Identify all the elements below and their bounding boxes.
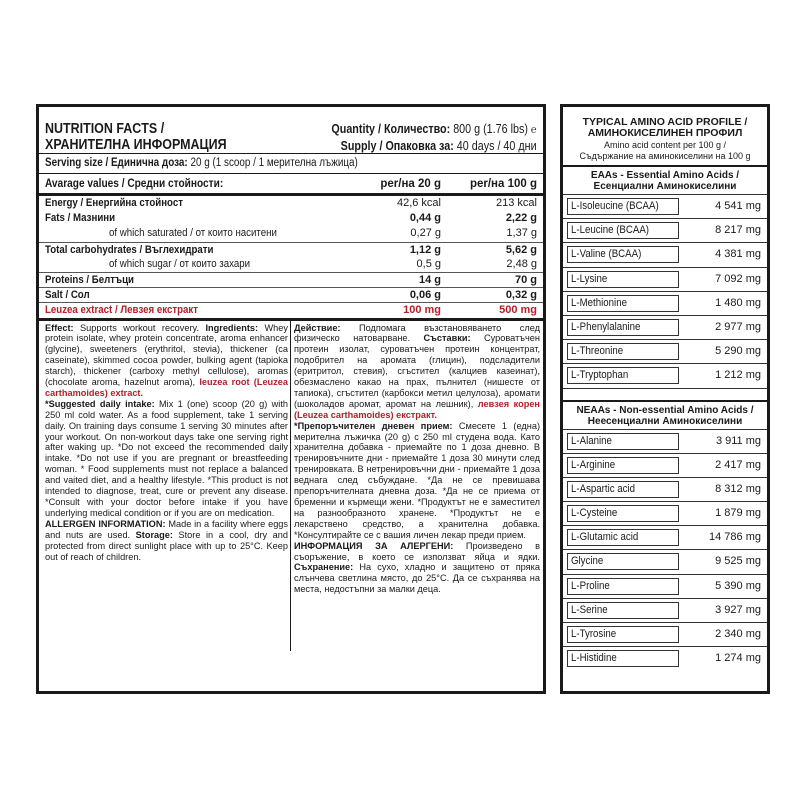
amino-acid-amount: 5 390 mg: [715, 579, 761, 592]
amino-acid-name: L-Proline: [571, 579, 610, 592]
amino-acid-amount: 1 212 mg: [715, 369, 761, 382]
row-value-100g: 2,22 g: [505, 212, 537, 225]
en-intake: [45, 399, 288, 519]
amino-acid-name-cell: [567, 650, 679, 667]
bg-intake: [294, 421, 540, 541]
amino-acid-row: [563, 477, 767, 501]
bg-ingredients-heading: Съставки:: [423, 333, 471, 344]
en-ingredients-leuzea: leuzea root (Leuzea carthamoides) extract.: [45, 377, 288, 398]
amino-acid-amount: 1 480 mg: [715, 296, 761, 309]
bg-effect-heading: Действие:: [294, 322, 341, 333]
amino-acid-name: L-Aspartic acid: [571, 482, 636, 495]
row-value-100g: 2,48 g: [506, 257, 537, 270]
amino-acid-name-cell: [567, 578, 679, 595]
amino-acid-name: Glycine: [571, 555, 604, 568]
table-row-proteins: [39, 272, 543, 287]
header-col1: per/на 20 g: [380, 178, 441, 190]
amino-acid-name: L-Glutamic acid: [571, 531, 639, 544]
amino-title-bg: АМИНОКИСЕЛИНЕН ПРОФИЛ: [587, 127, 743, 139]
amino-acid-name: L-Lysine: [571, 272, 608, 285]
bg-allergen: Произведено в съоръжение, в което се използват яйца и ядки.: [294, 540, 540, 562]
amino-acid-amount: 14 786 mg: [709, 531, 761, 544]
amino-acid-row: [563, 363, 767, 387]
row-label: Leuzea extract / Левзея екстракт: [45, 304, 198, 317]
amino-acid-name-cell: [567, 246, 679, 263]
amino-acid-amount: 8 217 mg: [715, 224, 761, 237]
en-effect: Supports workout recovery.: [73, 322, 206, 333]
amino-acid-row: [563, 218, 767, 242]
amino-acid-row: [563, 525, 767, 549]
amino-acid-amount: 2 340 mg: [715, 628, 761, 640]
amino-acid-row: [563, 622, 767, 646]
amino-acid-row: [563, 315, 767, 339]
amino-acid-name: L-Serine: [571, 603, 608, 616]
table-row-saturated: [39, 226, 543, 241]
row-value-20g: 0,44 g: [409, 212, 441, 225]
amino-acid-row: [563, 267, 767, 291]
row-label: of which sugar / от които захари: [109, 257, 251, 270]
en-ingredients-heading: Ingredients:: [205, 322, 259, 333]
amino-acid-amount: 7 092 mg: [715, 272, 761, 285]
amino-acid-amount: 4 381 mg: [715, 248, 761, 261]
nutrition-facts-panel: [36, 104, 546, 694]
amino-acid-name: L-Leucine (BCAA): [571, 224, 650, 237]
amino-acid-name: L-Phenylalanine: [571, 320, 641, 333]
table-row-energy: [39, 196, 543, 211]
bg-ingredients-leuzea: левзея корен (Leuzea carthamoides) екстракт.: [294, 398, 540, 420]
amino-acid-amount: 1 879 mg: [715, 507, 761, 520]
amino-acid-name-cell: [567, 602, 679, 619]
row-label: Energy / Енергийна стойност: [45, 197, 183, 209]
amino-acid-panel: [560, 104, 770, 694]
en-effect-ingredients: [45, 323, 288, 399]
amino-acid-row: [563, 339, 767, 363]
table-row-sugar: [39, 257, 543, 272]
amino-acid-amount: 2 417 mg: [715, 458, 761, 471]
row-label: Salt / Сол: [45, 289, 90, 302]
bg-intake-heading: *Препоръчителен дневен прием:: [294, 420, 453, 431]
amino-acid-name: L-Isoleucine (BCAA): [571, 200, 659, 212]
bg-allergen-heading: ИНФОРМАЦИЯ ЗА АЛЕРГЕНИ:: [294, 540, 454, 551]
row-value-20g: 1,12 g: [409, 243, 441, 256]
amino-acid-amount: 1 274 mg: [715, 652, 761, 665]
nutrition-header: [39, 107, 543, 153]
bg-intake-text: Смесете 1 (една) мерителна лъжичка (20 g) с 250 ml студена вода. Като хранителна добавка - приемайте по 1 доза дневно. В тренировъчните дни - приемайте 1 доза 30 минути след тренировката. В нетренировъчни дни - приемайте 1 доза веднага след събуждане. *Да не се превишава препоръчителната дневна доза. *Да не се приема от бременни и кърмещи жени. *Продуктът не е заместител на разнообразното хранене. *Продуктът не е лекарствено средство, а хранителна добавка. *Консултирайте се с вашия личен лекар преди прием.: [294, 420, 540, 540]
text-columns: [39, 321, 543, 651]
bg-effect-ingredients: [294, 323, 540, 421]
row-value-100g: 70 g: [514, 273, 537, 286]
eaa-list: [563, 194, 767, 388]
amino-sub-bg: Съдържание на аминокиселини на 100 g: [579, 151, 751, 161]
amino-acid-name-cell: [567, 367, 679, 384]
table-row-salt: [39, 287, 543, 302]
amino-acid-amount: 5 290 mg: [715, 345, 761, 358]
amino-acid-name: L-Cysteine: [571, 507, 618, 520]
title-bg: ХРАНИТЕЛНА ИНФОРМАЦИЯ: [45, 137, 227, 153]
row-label: Total carbohydrates / Въглехидрати: [45, 243, 214, 256]
english-text: [45, 321, 288, 651]
amino-acid-name-cell: [567, 553, 679, 570]
column-divider: [290, 321, 291, 651]
row-value-100g: 1,37 g: [506, 227, 537, 240]
amino-acid-name-cell: [567, 529, 679, 546]
amino-acid-name-cell: [567, 343, 679, 360]
amino-acid-amount: 4 541 mg: [715, 200, 761, 212]
supply-value: 40 days / 40 дни: [457, 139, 537, 153]
title-en: NUTRITION FACTS /: [45, 121, 165, 137]
row-label: Proteins / Белтъци: [45, 273, 134, 286]
amino-acid-row: [563, 501, 767, 525]
supply-label: Supply / Опаковка за:: [341, 139, 455, 153]
amino-acid-name: L-Tryptophan: [571, 369, 629, 382]
amino-acid-amount: 9 525 mg: [715, 555, 761, 568]
table-row-fats: [39, 211, 543, 226]
amino-acid-row: [563, 429, 767, 453]
amino-acid-name-cell: [567, 319, 679, 336]
eaa-section-title: EAAs - Essential Amino Acids / Есенциални Аминокиселини: [563, 165, 767, 194]
amino-acid-row: [563, 194, 767, 218]
amino-acid-name: L-Valine (BCAA): [571, 248, 642, 261]
en-storage-heading: Storage:: [135, 529, 173, 540]
estimated-sign-icon: ℮: [531, 124, 537, 136]
amino-acid-amount: 2 977 mg: [715, 320, 761, 333]
amino-acid-name-cell: [567, 271, 679, 288]
table-header: [39, 174, 543, 196]
en-intake-text: Mix 1 (one) scoop (20 g) with 250 ml cold water. As a food supplement, take 1 serving daily. On training days consume 1 serving 30 minutes after your workout. On non-workout days take one serving right after waking up. *Do not exceed the recommended daily intake. *Do not use if you are pregnant or breastfeeding woman. * Food supplements must not replace a balanced and vaited diet, and a healthy lifestyle. *This product is not intended to diagnose, treat, cure or prevent any disease. *Consult with your doctor before intake if you have underlying medical condition or if you are on medication.: [45, 398, 288, 518]
neaa-list: [563, 429, 767, 671]
amino-acid-name-cell: [567, 626, 679, 643]
table-row-leuzea: [39, 302, 543, 317]
serving-size: [39, 153, 543, 173]
bg-storage: На сухо, хладно и защитено от пряка слънчева светлина място, до 25°C. Да се съхранява на места, недостъпни за малки деца.: [294, 562, 540, 595]
row-value-100g: 213 kcal: [496, 197, 537, 209]
row-value-20g: 100 mg: [403, 304, 441, 317]
row-value-100g: 0,32 g: [505, 289, 537, 302]
amino-acid-name-cell: [567, 481, 679, 498]
amino-acid-name-cell: [567, 198, 679, 215]
bg-ingredients: Суроватъчен протеин изолат, суроватъчен протеин концентрат, подобрител на аромата (глицин), подсладители (еритритол, стевия), сгъстител (калциев казеинат), обезмаслено какао на прах, пълнител (нишесте от тапиока), сгъстител (карбокси метил целулоза), аромати (шоколадов аромат, аромат на лешник),: [294, 333, 540, 409]
en-allergen: Made in a facility where eggs and nuts are used.: [45, 518, 288, 540]
bg-effect: Подпомага възстановяването след физическо натоварване.: [294, 322, 540, 344]
en-intake-heading: *Suggested daily intake:: [45, 398, 155, 409]
amino-acid-amount: 3 927 mg: [715, 603, 761, 616]
amino-acid-name-cell: [567, 457, 679, 474]
serving-value: 20 g (1 scoop / 1 мерителна лъжица): [190, 157, 358, 169]
amino-acid-name-cell: [567, 505, 679, 522]
quantity-supply: [332, 121, 537, 154]
row-value-20g: 0,5 g: [416, 257, 441, 270]
amino-acid-name: L-Arginine: [571, 458, 616, 471]
bg-storage-heading: Съхранение:: [294, 562, 354, 573]
row-value-20g: 0,27 g: [410, 227, 441, 240]
amino-acid-row: [563, 453, 767, 477]
row-label: of which saturated / от които наситени: [109, 227, 277, 240]
serving-label: Serving size / Единична доза:: [45, 157, 188, 169]
amino-title-en: TYPICAL AMINO ACID PROFILE /: [582, 116, 748, 128]
amino-acid-amount: 8 312 mg: [715, 482, 761, 495]
row-value-20g: 14 g: [418, 273, 441, 286]
table-row-carbs: [39, 242, 543, 257]
row-value-20g: 0,06 g: [409, 289, 441, 302]
en-storage: Store in a cool, dry and protected from direct sunlight place with up to 25°C. Keep out of reach of children.: [45, 529, 288, 562]
amino-acid-row: [563, 549, 767, 573]
amino-acid-name-cell: [567, 295, 679, 312]
amino-sub-en: Amino acid content per 100 g /: [603, 140, 727, 150]
quantity-label: Quantity / Количество:: [331, 122, 451, 136]
row-value-20g: 42,6 kcal: [396, 197, 441, 209]
amino-acid-row: [563, 574, 767, 598]
row-value-100g: 5,62 g: [505, 243, 537, 256]
amino-acid-row: [563, 646, 767, 670]
amino-acid-name: L-Threonine: [571, 345, 624, 358]
nutrition-table: [39, 173, 543, 321]
amino-acid-row: [563, 242, 767, 266]
row-value-100g: 500 mg: [499, 304, 537, 317]
section-spacer: [563, 388, 767, 400]
amino-acid-name-cell: [567, 433, 679, 450]
amino-acid-row: [563, 291, 767, 315]
header-label: Avarage values / Средни стойности:: [45, 178, 224, 190]
nutrition-title: [45, 121, 227, 153]
en-effect-heading: Effect:: [45, 322, 74, 333]
bulgarian-text: [294, 321, 540, 651]
amino-header: [563, 107, 767, 165]
header-col2: per/на 100 g: [469, 178, 537, 190]
en-allergen-storage: [45, 519, 288, 563]
en-allergen-heading: ALLERGEN INFORMATION:: [45, 518, 166, 529]
supply-line: [332, 138, 537, 154]
amino-acid-row: [563, 598, 767, 622]
amino-acid-name: L-Methionine: [571, 296, 627, 309]
amino-acid-name: L-Histidine: [571, 652, 617, 665]
amino-acid-name: L-Alanine: [571, 434, 612, 447]
bg-allergen-storage: [294, 541, 540, 596]
row-label: Fats / Мазнини: [45, 212, 116, 225]
en-ingredients: Whey protein isolate, whey protein concentrate, aroma enhancer (glycine), sweeteners (erythritol, stevia), thickener (ca caseinate), skimmed cocoa powder, bulking agent (tapioka starch), thickener (carboxy methyl cellulose), aromas (chocolate aroma, hazelnut aroma),: [45, 322, 288, 388]
quantity-line: [332, 121, 537, 138]
neaa-section-title: NEAAs - Non-essential Amino Acids / Неесенциални Аминокиселини: [563, 400, 767, 429]
amino-acid-name: L-Tyrosine: [571, 628, 617, 640]
quantity-value: 800 g (1.76 lbs): [453, 122, 529, 136]
amino-acid-name-cell: [567, 222, 679, 239]
amino-acid-amount: 3 911 mg: [715, 434, 761, 447]
